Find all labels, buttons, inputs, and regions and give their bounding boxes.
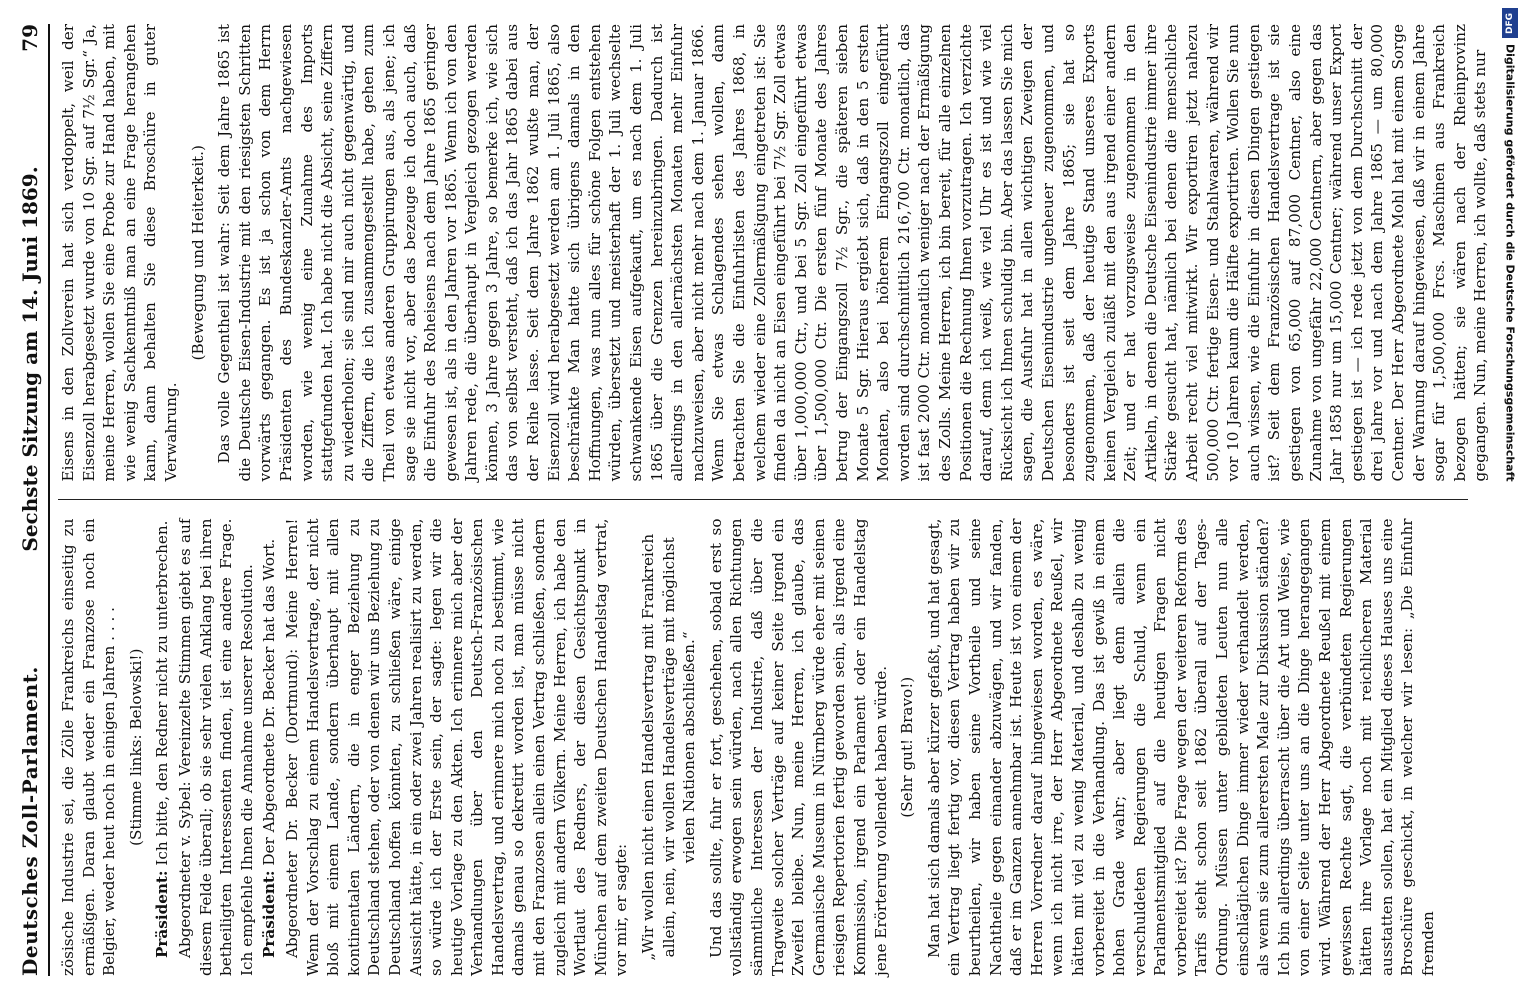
paragraph: Das volle Gegentheil ist wahr: Seit dem Jahre 1865 ist die Deutsche Eisen-Industrie mit den riesigsten Schritten vorwärts gegangen. Es ist ja schon von dem Herrn Präsidenten des Bundeskanzler-Amts nachgewiesen worden, wie wenig eine Zunahme des Imports stattgefunden hat. Ich habe nicht die Absicht, seine Ziffern zu wiederholen; sie sind mir auch nicht gegenwärtig, und die Ziffern, die ich zusammengestellt habe, gehen zum Theil von etwas anderen Gruppirungen aus, als jene; ich sage sie nicht vor, aber das bezeuge ich doch auch, daß die Einfuhr des Roheisens nach dem Jahre 1865 geringer gewesen ist, als in den Jahren vor 1865. Wenn ich von den Jahren rede, die überhaupt in Vergleich gezogen werden können, 3 Jahre gegen 3 Jahre, so bemerke ich, wie sich das von selbst versteht, daß ich das Jahr 1865 dabei aus der Reihe lasse. Seit dem Jahre 1862 wußte man, der Eisenzoll wird herabgesetzt werden am 1. Juli 1865, also beschränkte Man hatte sich übrigens damals in den Hoffnungen, was nun alles für schöne Folgen entstehen würden, übersetzt und meisterhaft der 1. Juli wechselte schwankende Eisen aufgekauft, um es nach dem 1. Juli 1865 über die Grenzen hereinzubringen. Dadurch ist allerdings in den allernächsten Monaten mehr Einfuhr nachzuweisen, aber nicht mehr nach dem 1. Januar 1866. Wenn Sie etwas Schlagendes sehen wollen, dann betrachten Sie die Einfuhrlisten des Jahres 1868, in welchem wieder eine Zollermäßigung eingetreten ist: Sie finden da nicht an Eisen eingeführt bei 7½ Sgr. Zoll etwas über 1,000,000 Ctr., und bei 5 Sgr. Zoll eingeführt etwas über 1,500,000 Ctr. Die ersten fünf Monate des Jahres betrug der Eingangszoll 7½ Sgr., die späteren sieben Monate 5 Sgr. Hieraus ergiebt sich, daß in den 5 ersten Monaten, also bei höherem Eingangszoll eingeführt worden sind durchschnittlich 216,700 Ctr. monatlich, das ist fast 2000 Ctr. monatlich weniger nach der Ermäßigung des Zolls. Meine Herren, ich bin bereit, für alle einzelnen Positionen die Rechnung Ihnen vorzutragen. Ich verzichte darauf, denn ich weiß, wie viel Uhr es ist und wie viel Rücksicht ich Ihnen schuldig bin. Aber das lassen Sie mich sagen, die Ausfuhr hat in allen wichtigen Zweigen der Deutschen Eisenindustrie ungeheuer zugenommen, und besonders ist seit dem Jahre 1865; sie hat so zugenommen, daß der heutige Stand unseres Exports keinen Vergleich zuläßt mit den aus irgend einer andern Zeit; und er hat vorzugsweise zugenommen in den Artikeln, in denen die Deutsche Eisenindustrie immer ihre Stärke gesucht hat, nämlich bei denen die menschliche Arbeit recht viel mitwirkt. Wir exportiren jetzt nahezu 500,000 Ctr. fertige Eisen- und Stahlwaaren, während wir vor 10 Jahren kaum die Hälfte exportirten. Wollen Sie nun auch wissen, wie die Einfuhr in diesen Dingen gestiegen ist? Seit dem Französischen Handelsvertrage ist sie gestiegen von 65,000 auf 87,000 Centner, also eine Zunahme von ungefähr 22,000 Centnern, aber gegen das Jahr 1858 nur um 15,000 Centner; während unser Export gestiegen ist — ich rede jetzt von dem Durchschnitt der drei Jahre vor und nach dem Jahre 1865 — um 80,000 Centner. Der Herr Abgeordnete Mohl hat mit einem Sorge der Warnung darauf hingewiesen, daß wir in einem Jahre sogar für 1,500,000 Frcs. Maschinen aus Frankreich bezogen hätten; sie wären nach der Rheinprovinz gegangen. Nun, meine Herren, ich wollte, daß stets nur [215, 24, 1490, 482]
speech-text: Der Abgeordnete Dr. Becker hat das Wort. [260, 538, 279, 871]
text-columns [58, 24, 1490, 976]
credit-text: Digitalisierung gefördert durch die Deutsche Forschungsgemeinschaft [1503, 44, 1517, 482]
paragraph: Man hat sich damals aber kürzer gefaßt, und hat gesagt, ein Vertrag liegt fertig vor, diesen Vertrag haben wir zu beurtheilen, wir haben seine Vortheile und seine Nachtheile gegen einander abzuwägen, und wir fanden, daß er im Ganzen annehmbar ist. Heute ist von einem der Herren Vorredner darauf hingewiesen worden, es wäre, wenn ich nicht irre, der Herr Abgeordnete Reußel, wir hätten mit viel zu wenig Material, und deshalb zu wenig vorbereitet in die Verhandlung. Das ist gewiß in einem hohen Grade wahr; aber liegt denn allein die verschuldeten Regierungen die Schuld, wenn ein Parlamentsmitglied auf die heutigen Fragen nicht vorbereitet ist? Die Frage wegen der weiteren Reform des Tarifs steht schon seit 1862 überall auf der Tages-Ordnung. Müssen unter gebildeten Leuten nun alle einschläglichen Dinge immer wieder verhandelt werden, als wenn sie zum allerersten Male zur Diskussion ständen? Ich bin allerdings überrascht über die Art und Weise, wie von einer Seite unter uns an die Dinge herangegangen wird. Während der Herr Abgeordnete Reußel mit einem gewissen Rechte sagt, die verbündeten Regierungen hätten ihre Vorlage noch mit reichlicheren Material ausstatten sollen, hat ein Mitglied dieses Hauses uns eine Broschüre geschickt, in welcher wir lesen: „Die Einfuhr fremden [924, 518, 1437, 976]
speaker-label: Präsident: [153, 870, 172, 958]
page-header [18, 24, 50, 976]
digitization-credit [1500, 8, 1520, 993]
column-divider [58, 500, 1468, 501]
quotation: „Wir wollen nicht einen Handelsvertrag mit Frankreich allein, nein, wir wollen Handelsverträge mit möglichst vielen Nationen abschließen.“ [639, 533, 699, 961]
page-number: 79 [18, 24, 42, 52]
paragraph: Eisens in den Zollverein hat sich verdoppelt, weil der Eisenzoll herabgesetzt wurde von 10 Sgr. auf 7½ Sgr.“ Ja, meine Herren, wollen Sie eine Probe zur Hand haben, mit wie wenig Sachkenntniß man an eine Frage herangehen kann, dann behalten Sie diese Broschüre in guter Verwahrung. [59, 24, 180, 482]
paragraph [259, 519, 280, 977]
interjection: (Sehr gut! Bravo!) [898, 676, 917, 818]
left-column [58, 519, 1468, 977]
interjection: (Bewegung und Heiterkeit.) [188, 145, 207, 361]
right-column [58, 24, 1490, 482]
paragraph: Abgeordneter v. Sybel: Vereinzelte Stimmen giebt es auf diesem Felde überall; ob sie sehr vielen Anklang bei ihren betheiligten Interessenten finden, ist eine andere Frage. Ich empfehle Ihnen die Annahme unserer Resolution. [175, 518, 256, 976]
interjection: (Stimme links: Belowski!) [126, 648, 145, 846]
speaker-label: Präsident: [260, 870, 279, 958]
paragraph: zösische Industrie sei, die Zölle Frankreichs einseitig zu ermäßigen. Daran glaubt weder ein Franzose noch ein Belgier, weder heut noch in einigen Jahren . . . . [59, 518, 119, 976]
speech-text: Ich bitte, den Redner nicht zu unterbrechen. [153, 520, 172, 871]
header-session: Sechste Sitzung am 14. Juni 1869. [18, 166, 42, 552]
paragraph: Abgeordneter Dr. Becker (Dortmund): Meine Herren! Wenn der Vorschlag zu einem Handelsvertrage, der nicht bloß mit einem Lande, sondern überhaupt mit allen kontinentalen Ländern, die in enger Beziehung zu Deutschland stehen, oder von denen wir uns Beziehung zu Deutschland hoffen könnten, zu schließen wäre, einige Aussicht hätte, in ein oder zwei Jahren realisirt zu werden, so würde ich der Erste sein, der sagte: legen wir die heutige Vorlage zu den Akten. Ich erinnere mich aber der Verhandlungen über den Deutsch-Französischen Handelsvertrag, und erinnere mich noch zu bestimmt, wie damals genau so dekretirt worden ist, man müsse nicht mit den Franzosen allein einen Vertrag schließen, sondern zugleich mit andern Völkern. Meine Herren, ich habe den Wortlaut des Redners, der diesen Gesichtspunkt in München auf dem zweiten Deutschen Handelstag vertrat, vor mir, er sagte: [282, 518, 631, 976]
paragraph: Und das sollte, fuhr er fort, geschehen, sobald erst so vollständig erwogen sein würden, nach allen Richtungen sämmtliche Interessen der Industrie, daß über die Tragweite solcher Verträge auf keiner Seite irgend ein Zweifel bleibe. Nun, meine Herren, ich glaube, das Germanische Museum in Nürnberg würde eher mit seinen riesigen Repertorien fertig geworden sein, als irgend eine Kommission, irgend ein Parlament oder ein Handelstag jene Erörterung vollendet haben würde. [706, 518, 890, 976]
dfg-logo: DFG [1502, 8, 1518, 38]
header-title: Deutsches Zoll-Parlament. [18, 666, 42, 976]
paragraph [152, 519, 173, 977]
